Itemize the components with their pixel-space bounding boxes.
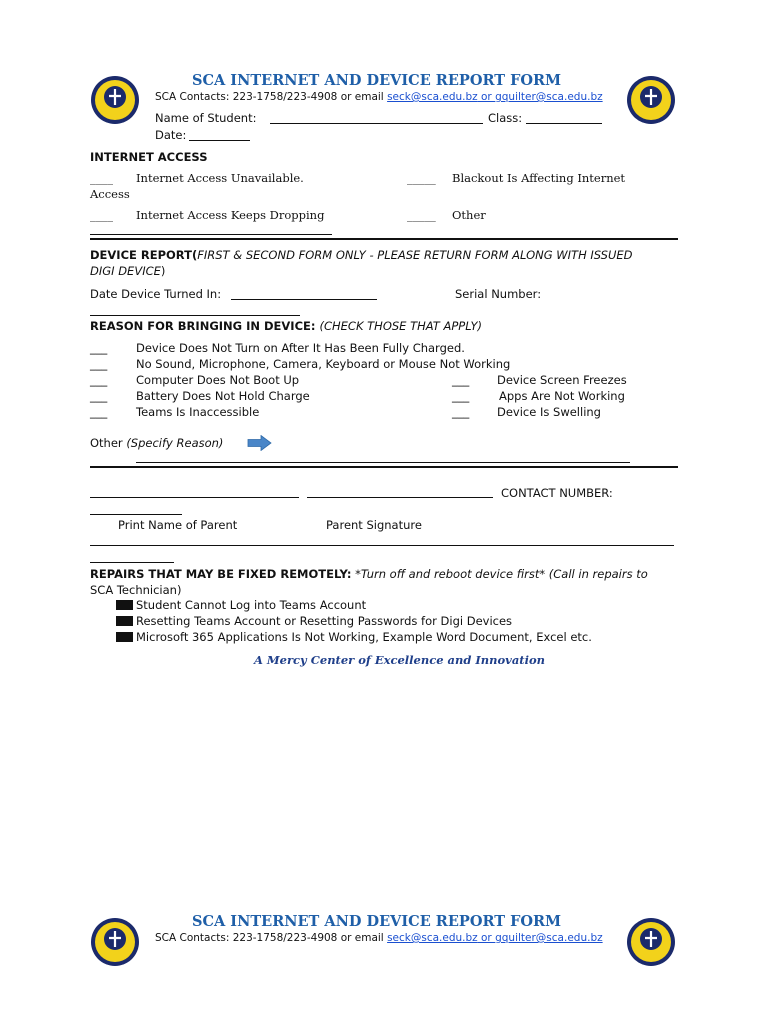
date-label: Date: <box>155 128 187 142</box>
remote-repairs-note: *Turn off and reboot device first* (Call in repairs to <box>351 567 648 581</box>
section-divider-2 <box>90 466 678 468</box>
print-name-label: Print Name of Parent <box>118 518 238 532</box>
device-report-note2: DIGI DEVICE <box>90 264 161 278</box>
remote-item-office365: Microsoft 365 Applications Is Not Working, Example Word Document, Excel etc. <box>136 630 592 644</box>
checkbox-blackout[interactable]: _____ <box>407 171 436 185</box>
email-link-seck[interactable]: seck@sca.edu.bz <box>387 91 478 103</box>
filled-checkbox-2 <box>116 616 133 626</box>
email-link-gquilter[interactable]: gquilter@sca.edu.bz <box>495 91 603 103</box>
reason-heading <box>90 319 482 333</box>
email-link-gquilter-2[interactable]: gquilter@sca.edu.bz <box>495 932 603 944</box>
other-note: (Specify Reason) <box>126 436 224 450</box>
parent-name-field[interactable] <box>90 497 299 498</box>
school-crest-logo-left <box>90 75 140 125</box>
date-turned-in-field[interactable] <box>231 299 377 300</box>
internet-unavailable-label: Internet Access Unavailable. <box>136 171 304 185</box>
serial-number-field[interactable] <box>90 315 300 316</box>
student-name-field[interactable] <box>270 123 483 124</box>
student-name-label: Name of Student: <box>155 111 257 125</box>
contact-number-field[interactable] <box>90 514 182 515</box>
contacts-line <box>155 91 603 103</box>
checkbox-internet-unavailable[interactable]: ____ <box>90 171 113 185</box>
device-report-heading <box>90 248 633 262</box>
tagline: A Mercy Center of Excellence and Innovation <box>254 653 546 667</box>
divider-thin <box>90 234 332 235</box>
checkbox-teams-inaccessible[interactable]: ___ <box>90 405 108 419</box>
form-title-2: SCA INTERNET AND DEVICE REPORT FORM <box>192 913 562 930</box>
contacts-text-2: SCA Contacts: 223-1758/223-4908 or email <box>155 932 388 944</box>
reason-apps-not-working: Apps Are Not Working <box>499 389 625 403</box>
other-text: Other <box>90 436 127 450</box>
extra-line-1[interactable] <box>90 545 674 546</box>
reason-no-boot: Computer Does Not Boot Up <box>136 373 300 387</box>
reason-no-sound: No Sound, Microphone, Camera, Keyboard or Mouse Not Working <box>136 357 511 371</box>
filled-checkbox-3 <box>116 632 133 642</box>
checkbox-screen-freezes[interactable]: ___ <box>452 373 470 387</box>
reason-no-turn-on: Device Does Not Turn on After It Has Been Fully Charged. <box>136 341 465 355</box>
checkbox-other-internet[interactable]: _____ <box>407 208 436 222</box>
email-or: or <box>477 91 496 103</box>
device-report-heading-cont <box>90 264 165 278</box>
remote-item-reset-passwords: Resetting Teams Account or Resetting Passwords for Digi Devices <box>136 614 513 628</box>
device-report-note: FIRST & SECOND FORM ONLY - PLEASE RETURN FORM ALONG WITH ISSUED <box>197 248 633 262</box>
school-crest-logo-right-2 <box>626 917 676 967</box>
remote-repairs-title: REPAIRS THAT MAY BE FIXED REMOTELY: <box>90 567 352 581</box>
date-turned-in-label: Date Device Turned In: <box>90 287 222 301</box>
device-report-close: ) <box>160 264 166 278</box>
remote-repairs-heading <box>90 567 648 581</box>
checkbox-battery[interactable]: ___ <box>90 389 108 403</box>
other-reason-field[interactable] <box>136 462 630 463</box>
filled-checkbox-1 <box>116 600 133 610</box>
checkbox-no-boot[interactable]: ___ <box>90 373 108 387</box>
other-internet-label: Other <box>452 208 486 222</box>
reason-heading-title: REASON FOR BRINGING IN DEVICE: <box>90 319 320 333</box>
internet-access-heading: INTERNET ACCESS <box>90 150 208 164</box>
email-link-seck-2[interactable]: seck@sca.edu.bz <box>387 932 478 944</box>
checkbox-internet-dropping[interactable]: ____ <box>90 208 113 222</box>
class-field[interactable] <box>526 123 602 124</box>
reason-battery: Battery Does Not Hold Charge <box>136 389 310 403</box>
other-reason-label <box>90 436 223 450</box>
device-report-title: DEVICE REPORT( <box>90 248 198 262</box>
internet-dropping-label: Internet Access Keeps Dropping <box>136 208 325 222</box>
section-divider <box>90 238 678 240</box>
right-arrow-icon <box>247 435 272 451</box>
parent-signature-field[interactable] <box>307 497 493 498</box>
checkbox-no-turn-on[interactable]: ___ <box>90 341 108 355</box>
contacts-line-2 <box>155 932 603 944</box>
checkbox-device-swelling[interactable]: ___ <box>452 405 470 419</box>
reason-screen-freezes: Device Screen Freezes <box>497 373 627 387</box>
extra-line-2[interactable] <box>90 562 174 563</box>
serial-number-label: Serial Number: <box>455 287 542 301</box>
contacts-text: SCA Contacts: 223-1758/223-4908 or email <box>155 91 388 103</box>
checkbox-no-sound[interactable]: ___ <box>90 357 108 371</box>
reason-teams-inaccessible: Teams Is Inaccessible <box>136 405 260 419</box>
class-label: Class: <box>488 111 523 125</box>
parent-signature-label: Parent Signature <box>326 518 422 532</box>
school-crest-logo-right <box>626 75 676 125</box>
checkbox-apps-not-working[interactable]: ___ <box>452 389 470 403</box>
remote-item-teams-login: Student Cannot Log into Teams Account <box>136 598 367 612</box>
form-title: SCA INTERNET AND DEVICE REPORT FORM <box>192 72 562 89</box>
date-field[interactable] <box>189 140 250 141</box>
reason-heading-note: (CHECK THOSE THAT APPLY) <box>319 319 483 333</box>
reason-device-swelling: Device Is Swelling <box>497 405 601 419</box>
blackout-label-cont: Access <box>90 187 130 201</box>
email-or-2: or <box>477 932 496 944</box>
contact-number-label: CONTACT NUMBER: <box>501 486 613 500</box>
remote-repairs-note2: SCA Technician) <box>90 583 182 597</box>
blackout-label: Blackout Is Affecting Internet <box>452 171 626 185</box>
school-crest-logo-left-2 <box>90 917 140 967</box>
